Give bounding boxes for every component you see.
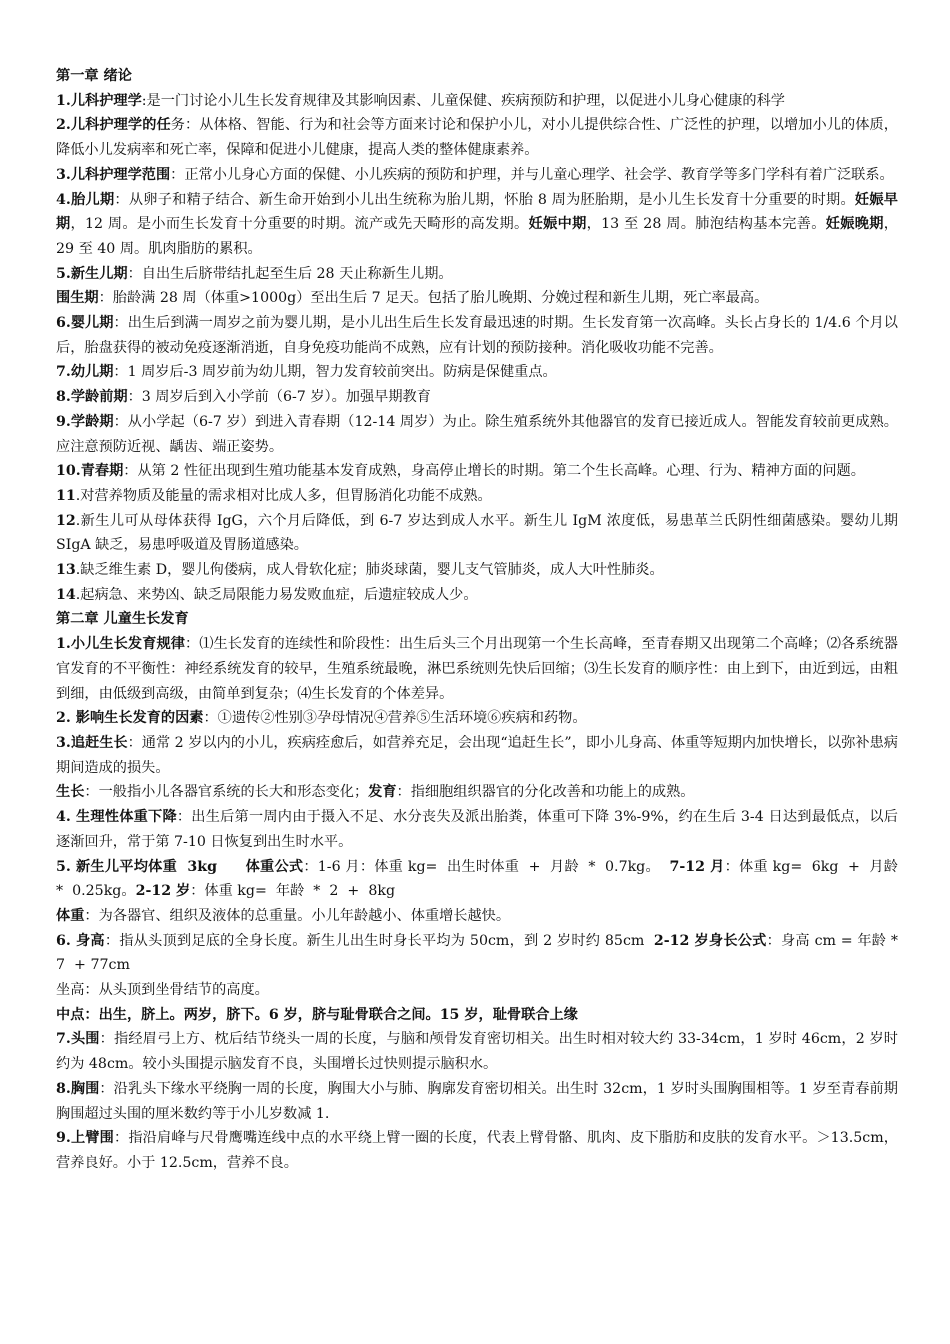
body-text: .起病急、来势凶、缺乏局限能力易发败血症，后遗症较成人少。 <box>75 586 478 603</box>
term: 7-12 月 <box>669 858 725 875</box>
item-number: 3. <box>56 166 71 183</box>
paragraph-1-13 <box>56 558 898 583</box>
body-text: .新生儿可从母体获得 IgG，六个月后降低，到 6-7 岁达到成人水平。新生儿 IgM 浓度低，易患革兰氏阴性细菌感染。婴幼儿期 SIgA 缺乏，易患呼吸道及胃肠道感染。 <box>56 512 898 554</box>
body-text: ：出生后到满一周岁之前为婴儿期，是小儿出生后生长发育最迅速的时期。生长发育第一次高峰。头长占身长的 1/4.6 个月以后，胎盘获得的被动免疫逐渐消逝，自身免疫功能尚不成熟，应有计划的预防接种。消化吸收功能不完善。 <box>56 315 898 356</box>
paragraph-2-9 <box>56 1126 898 1175</box>
body-text: ：胎龄满 28 周（体重>1000g）至出生后 7 足天。包括了胎儿晚期、分娩过程和新生儿期，死亡率最高。 <box>98 290 769 307</box>
body-text: ：指沿肩峰与尺骨鹰嘴连线中点的水平绕上臂一圈的长度，代表上臂骨骼、肌肉、皮下脂肪和皮肤的发育水平。＞13.5cm，营养良好。小于 12.5cm，营养不良。 <box>56 1130 898 1171</box>
body-text: ：体重 kg= 年龄 * 2 + 8kg <box>190 883 396 900</box>
term: 头围 <box>70 1031 100 1048</box>
item-number: 3. <box>56 734 71 751</box>
term: 妊娠晚期 <box>825 216 884 233</box>
item-number: 9. <box>56 413 71 430</box>
paragraph-1-4 <box>56 188 898 262</box>
paragraph-2-1 <box>56 632 898 706</box>
body-text: ，12 周。是小而生长发育十分重要的时期。流产或先天畸形的高发期。 <box>70 216 529 233</box>
term: 围生期 <box>56 290 99 307</box>
item-number: 8. <box>56 389 71 406</box>
term: 儿科护理学的任 <box>70 117 171 134</box>
paragraph-2-7 <box>56 1027 898 1076</box>
term: 幼儿期 <box>70 364 114 381</box>
term: 发育 <box>368 784 397 801</box>
item-number: 11 <box>56 487 76 504</box>
paragraph-2-3b <box>56 780 898 805</box>
term: 生理性体重下降 <box>75 809 177 826</box>
term: 2-12 岁 <box>135 883 191 900</box>
body-text: ：1-6 月：体重 kg= 出生时体重 + 月龄 * 0.7kg。 <box>303 858 670 875</box>
term: 身高 <box>75 932 105 949</box>
term: 儿科护理学范围 <box>70 166 171 183</box>
paragraph-2-6b: 坐高：从头顶到坐骨结节的高度。 <box>56 982 269 999</box>
body-text: ：从卵子和精子结合、新生命开始到小儿出生统称为胎儿期，怀胎 8 周为胚胎期，是小儿生长发育十分重要的时期。 <box>114 191 855 208</box>
body-text: ：一般指小儿各器官系统的长大和形态变化； <box>84 784 369 801</box>
body-text: ：为各器官、组织及液体的总重量。小儿年龄越小、体重增长越快。 <box>84 907 511 924</box>
paragraph-1-2 <box>56 113 898 162</box>
paragraph-1-11 <box>56 484 898 509</box>
term: 青春期 <box>80 463 124 480</box>
body-text: .对营养物质及能量的需求相对比成人多，但胃肠消化功能不成熟。 <box>75 487 492 504</box>
item-number: 7. <box>56 364 71 381</box>
item-number: 10. <box>56 463 81 480</box>
body-text: ，29 至 40 周。肌肉脂肪的累积。 <box>56 216 898 257</box>
item-number: 5. <box>56 265 71 282</box>
chapter-2-title: 第二章 儿童生长发育 <box>56 611 189 628</box>
item-number: 8. <box>56 1080 71 1097</box>
body-text: ：通常 2 岁以内的小儿，疾病痊愈后，如营养充足，会出现“追赶生长”，即小儿身高、体重等短期内加快增长，以弥补患病期间造成的损失。 <box>56 734 898 776</box>
chapter-1-title: 第一章 绪论 <box>56 68 132 84</box>
item-number: 2. <box>56 710 76 727</box>
paragraph-1-6 <box>56 311 898 360</box>
paragraph-1-5 <box>56 262 898 287</box>
document-page <box>56 64 908 1176</box>
term: 小儿生长发育规律 <box>70 636 185 653</box>
term: 影响生长发育的因素 <box>75 710 204 727</box>
item-number: 12 <box>56 512 76 529</box>
body-text: ：从小学起（6-7 岁）到进入青春期（12-14 周岁）为止。除生殖系统外其他器官的发育已接近成人。智能发育较前更成熟。应注意预防近视、龋齿、端正姿势。 <box>56 413 898 455</box>
body-text: ：1 周岁后-3 周岁前为幼儿期，智力发育较前突出。防病是保健重点。 <box>113 364 557 381</box>
paragraph-2-3 <box>56 731 898 780</box>
body-text: ：体重 kg= 6kg + 月龄 * 0.25kg。 <box>56 858 908 900</box>
term: 妊娠中期 <box>528 216 587 233</box>
term: 新生儿平均体重 3kg <box>76 858 218 875</box>
term: 学龄前期 <box>70 389 128 406</box>
paragraph-2-6 <box>56 929 903 978</box>
item-number: 1. <box>56 92 71 109</box>
paragraph-1-8 <box>56 385 898 410</box>
term: 胸围 <box>70 1080 100 1097</box>
item-number: 9. <box>56 1130 71 1147</box>
paragraph-1-1 <box>56 89 898 114</box>
item-number: 6. <box>56 932 76 949</box>
paragraph-2-8 <box>56 1077 898 1126</box>
item-number: 14 <box>56 586 76 603</box>
item-number: 4. <box>56 809 76 826</box>
body-text: ：3 周岁后到入小学前（6-7 岁）。加强早期教育 <box>127 389 431 406</box>
term: 儿科护理学 <box>70 92 142 109</box>
paragraph-1-12 <box>56 509 898 558</box>
body-text: ：自出生后脐带结扎起至生后 28 天止称新生儿期。 <box>127 265 453 282</box>
body-text: ：沿乳头下缘水平绕胸一周的长度，胸围大小与肺、胸廓发育密切相关。出生时 32cm，1 岁时头围胸围相等。1 岁至青春前期胸围超过头围的厘米数约等于小儿岁数减 1. <box>56 1080 898 1122</box>
paragraph-1-5b <box>56 286 898 311</box>
term: 胎儿期 <box>70 191 115 208</box>
paragraph-1-9 <box>56 410 898 459</box>
item-number: 13 <box>56 562 76 579</box>
body-text: .缺乏维生素 D，婴儿佝偻病，成人骨软化症；肺炎球菌，婴儿支气管肺炎，成人大叶性肺炎。 <box>75 562 664 579</box>
body-text: ：出生后第一周内由于摄入不足、水分丧失及派出胎粪，体重可下降 3%-9%，约在生后 3-4 日达到最低点，以后逐渐回升，常于第 7-10 日恢复到出生时水平。 <box>56 809 898 850</box>
item-number: 7. <box>56 1031 71 1048</box>
term: 2-12 岁身长公式 <box>653 932 767 949</box>
paragraph-1-3 <box>56 163 898 188</box>
body-text: ：指细胞组织器官的分化改善和功能上的成熟。 <box>396 784 695 801</box>
term: 新生儿期 <box>70 265 128 282</box>
paragraph-2-4 <box>56 805 898 854</box>
term: 婴儿期 <box>70 315 114 332</box>
paragraph-2-5b <box>56 904 898 929</box>
item-number: 5. <box>56 858 76 875</box>
body-text: ：正常小儿身心方面的保健、小儿疾病的预防和护理，并与儿童心理学、社会学、教育学等多门学科有着广泛联系。 <box>170 166 894 183</box>
paragraph-2-6c: 中点：出生，脐上。两岁，脐下。6 岁，脐与耻骨联合之间。15 岁，耻骨联合上缘 <box>56 1006 578 1023</box>
term: 体重公式 <box>245 858 304 875</box>
body-text: ：指经眉弓上方、枕后结节绕头一周的长度，与脑和颅骨发育密切相关。出生时相对较大约 33-34cm，1 岁时 46cm，2 岁时约为 48cm。较小头围提示脑发育不良，头围增长过快则提示脑积水。 <box>56 1031 898 1073</box>
term: 追赶生长 <box>70 734 128 751</box>
paragraph-1-10 <box>56 459 898 484</box>
term: 生长 <box>56 784 85 801</box>
body-text: ：指从头顶到足底的全身长度。新生儿出生时身长平均为 50cm，到 2 岁时约 85cm <box>104 932 654 949</box>
paragraph-1-7 <box>56 360 898 385</box>
body-text: ：从第 2 性征出现到生殖功能基本发育成熟，身高停止增长的时期。第二个生长高峰。心理、行为、精神方面的问题。 <box>123 463 865 480</box>
spacer <box>217 859 246 875</box>
term: 妊娠早期 <box>56 191 898 233</box>
item-number: 6. <box>56 315 71 332</box>
body-text: :是一门讨论小儿生长发育规律及其影响因素、儿童保健、疾病预防和护理，以促进小儿身心健康的科学 <box>141 92 785 109</box>
body-text: ，13 至 28 周。肺泡结构基本完善。 <box>586 216 826 233</box>
paragraph-1-14 <box>56 583 898 608</box>
paragraph-2-5 <box>56 855 908 904</box>
body-text: ：身高 cm = 年龄 * 7 + 77cm <box>56 932 903 974</box>
item-number: 4. <box>56 191 71 208</box>
item-number: 1. <box>56 636 71 653</box>
term: 上臂围 <box>70 1130 114 1147</box>
item-number: 2. <box>56 117 71 134</box>
paragraph-2-2 <box>56 706 898 731</box>
body-text: ：①遗传②性别③孕母情况④营养⑤生活环境⑥疾病和药物。 <box>203 710 587 727</box>
term: 体重 <box>56 907 85 924</box>
body-text: ：⑴生长发育的连续性和阶段性：出生后头三个月出现第一个生长高峰，至青春期又出现第二个高峰；⑵各系统器官发育的不平衡性：神经系统发育的较早，生殖系统最晚，淋巴系统则先快后回缩；⑶生长发育的顺序性：由上到下，由近到远，由粗到细，由低级到高级，由简单到复杂；⑷生长发育的个体差异。 <box>56 636 898 702</box>
term: 学龄期 <box>70 413 114 430</box>
body-text: 务：从体格、智能、行为和社会等方面来讨论和保护小儿，对小儿提供综合性、广泛性的护理，以增加小儿的体质，降低小儿发病率和死亡率，保障和促进小儿健康，提高人类的整体健康素养。 <box>56 117 898 159</box>
